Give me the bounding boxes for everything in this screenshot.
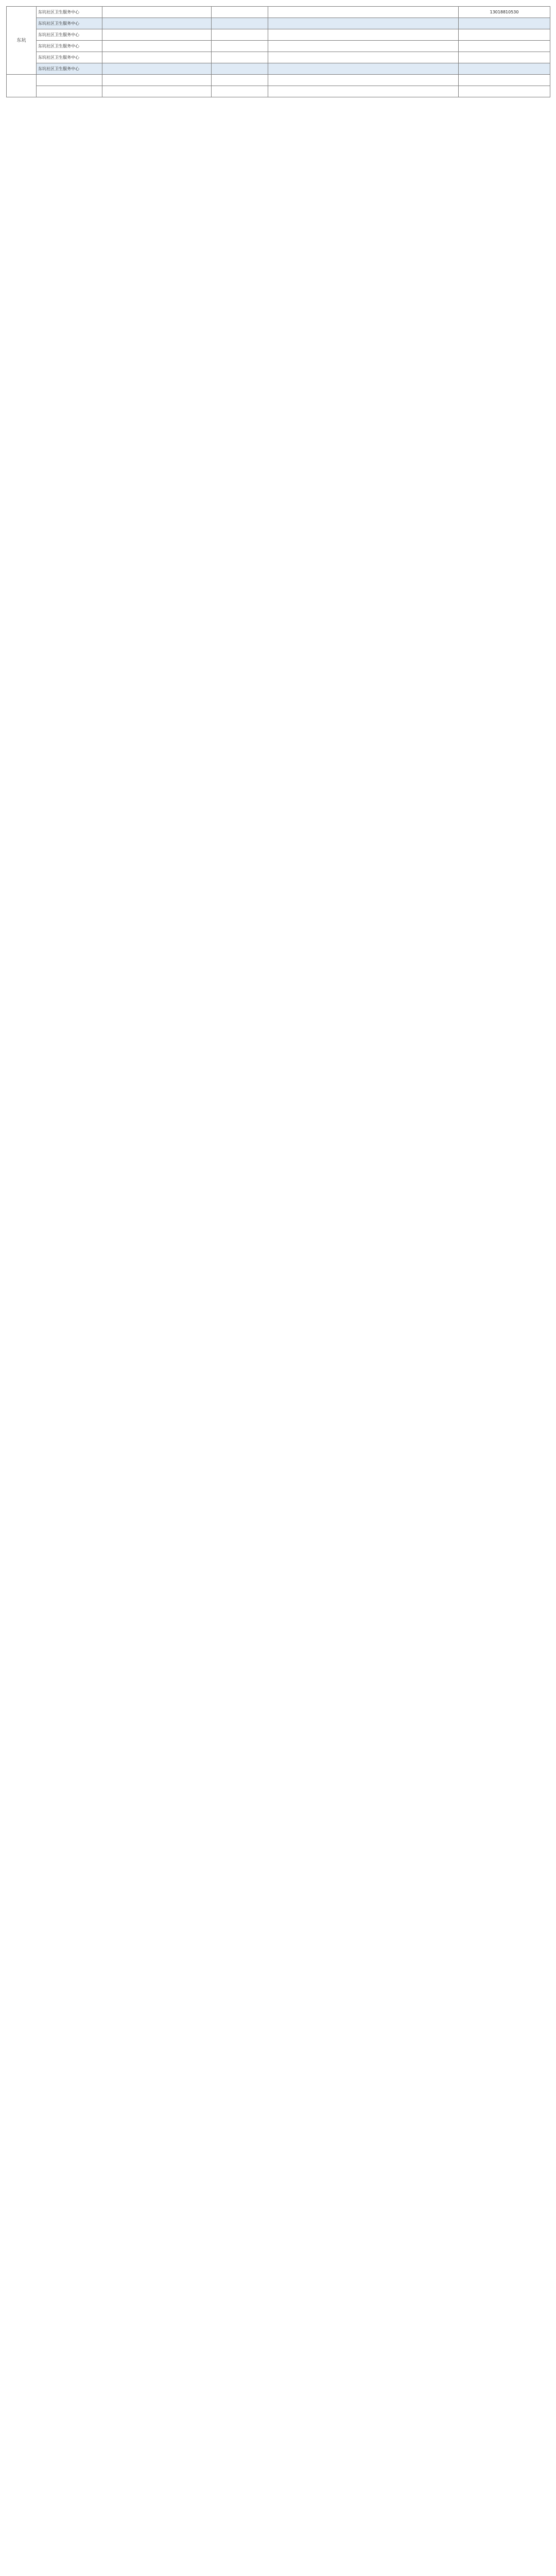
cell-station-name (212, 63, 268, 75)
table-row (7, 18, 550, 29)
cell-center-name: 东坑社区卫生服务中心 (37, 41, 102, 52)
cell-phone: 13018810530 (459, 7, 550, 18)
cell-station-name (212, 75, 268, 86)
cell-town (7, 75, 37, 97)
cell-station-name (212, 29, 268, 41)
cell-staff (268, 63, 459, 75)
cell-staff (268, 41, 459, 52)
table-row (7, 63, 550, 75)
cell-staff (268, 29, 459, 41)
table-row (7, 29, 550, 41)
table-row (7, 75, 550, 86)
cell-station-name (212, 86, 268, 97)
cell-station-name (212, 41, 268, 52)
table-row (7, 41, 550, 52)
cell-service-area (102, 52, 212, 63)
cell-staff (268, 75, 459, 86)
cell-phone (459, 41, 550, 52)
table-row (7, 7, 550, 18)
cell-phone (459, 29, 550, 41)
cell-center-name: 东坑社区卫生服务中心 (37, 7, 102, 18)
cell-service-area (102, 63, 212, 75)
cell-town: 东坑 (7, 7, 37, 75)
cell-staff (268, 7, 459, 18)
cell-phone (459, 75, 550, 86)
cell-phone (459, 52, 550, 63)
contact-table (6, 6, 550, 97)
cell-service-area (102, 18, 212, 29)
cell-staff (268, 86, 459, 97)
cell-center-name: 东坑社区卫生服务中心 (37, 52, 102, 63)
contact-table-body (7, 7, 550, 97)
cell-center-name: 东坑社区卫生服务中心 (37, 63, 102, 75)
cell-phone (459, 86, 550, 97)
cell-center-name: 东坑社区卫生服务中心 (37, 29, 102, 41)
cell-station-name (212, 52, 268, 63)
cell-phone (459, 63, 550, 75)
table-row (7, 86, 550, 97)
cell-service-area (102, 75, 212, 86)
cell-staff (268, 52, 459, 63)
cell-center-name (37, 75, 102, 86)
cell-center-name (37, 86, 102, 97)
cell-center-name: 东坑社区卫生服务中心 (37, 18, 102, 29)
cell-staff (268, 18, 459, 29)
cell-service-area (102, 86, 212, 97)
cell-service-area (102, 7, 212, 18)
contact-table-sheet (6, 6, 550, 97)
table-row (7, 52, 550, 63)
cell-station-name (212, 18, 268, 29)
cell-service-area (102, 41, 212, 52)
cell-phone (459, 18, 550, 29)
cell-service-area (102, 29, 212, 41)
cell-station-name (212, 7, 268, 18)
